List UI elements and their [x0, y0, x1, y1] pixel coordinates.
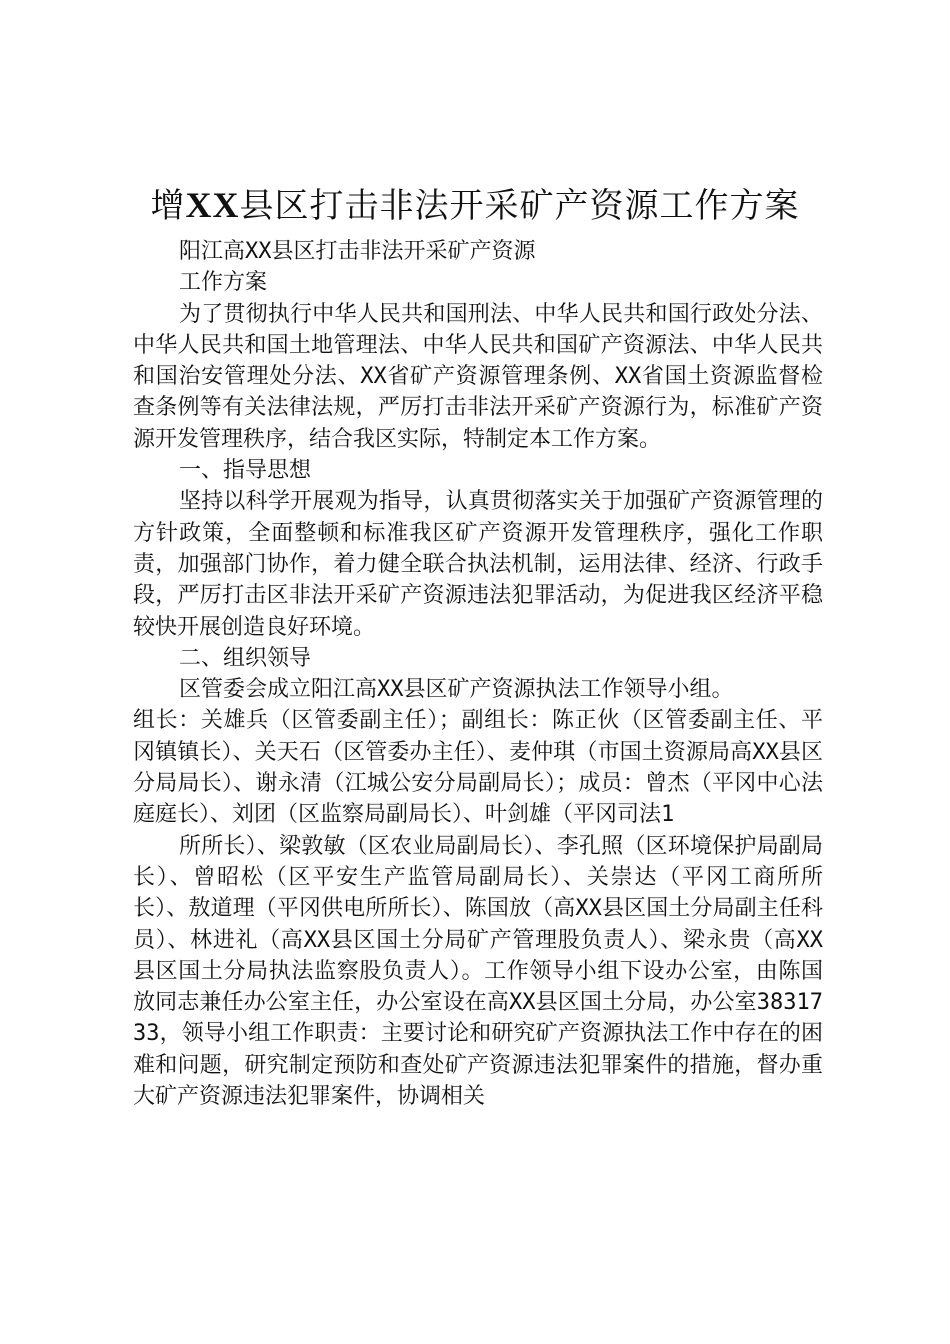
- document-body: [133, 236, 823, 1112]
- title-rest: 县区打击非法开采矿产资源工作方案: [239, 186, 800, 226]
- paragraph-guiding-ideology: 坚持以科学开展观为指导，认真贯彻落实关于加强矿产资源管理的方针政策，全面整顿和标准我区矿产资源开发管理秩序，强化工作职责，加强部门协作，着力健全联合执法机制，运用法律、经济、行政手段，严厉打击区非法开采矿产资源违法犯罪活动，为促进我区经济平稳较快开展创造良好环境。: [133, 489, 823, 640]
- paragraph-group-members: 组长：关雄兵（区管委副主任）；副组长：陈正伙（区管委副主任、平冈镇镇长）、关天石（区管委办主任）、麦仲琪（市国土资源局高XX县区分局局长）、谢永清（江城公安分局副局长）；成员：曾杰（平冈中心法庭庭长）、刘团（区监察局副局长）、叶剑雄（平冈司法1: [133, 708, 823, 828]
- heading-organization: 二、组织领导: [179, 645, 312, 671]
- paragraph-preamble: 为了贯彻执行中华人民共和国刑法、中华人民共和国行政处分法、中华人民共和国土地管理法、中华人民共和国矿产资源法、中华人民共和国治安管理处分法、XX省矿产资源管理条例、XX省国土资源监督检查条例等有关法律法规，严厉打击非法开采矿产资源行为，标准矿产资源开发管理秩序，结合我区实际，特制定本工作方案。: [133, 301, 823, 452]
- heading-guiding-ideology: 一、指导思想: [179, 458, 312, 484]
- title-latin: XX: [185, 185, 240, 225]
- paragraph-leading-group: 区管委会成立阳江高XX县区矿产资源执法工作领导小组。: [179, 677, 734, 703]
- document-title: [0, 180, 950, 231]
- paragraph-subtitle-line-1: 阳江高XX县区打击非法开采矿产资源: [179, 239, 536, 264]
- title-prefix: 增: [150, 186, 186, 226]
- paragraph-group-members-continued: 所所长）、梁敦敏（区农业局副局长）、李孔照（区环境保护局副局长）、曾昭松（区平安生产监管局副局长）、关崇达（平冈工商所所长）、敖道理（平冈供电所所长）、陈国放（高XX县区国土分局副主任科员）、林进礼（高XX县区国土分局矿产管理股负责人）、梁永贵（高XX县区国土分局执法监察股负责人）。工作领导小组下设办公室，由陈国放同志兼任办公室主任，办公室设在高XX县区国土分局，办公室3831733，领导小组工作职责：主要讨论和研究矿产资源执法工作中存在的困难和问题，研究制定预防和查处矿产资源违法犯罪案件的措施，督办重大矿产资源违法犯罪案件，协调相关: [133, 833, 823, 1110]
- paragraph-subtitle-line-2: 工作方案: [179, 270, 268, 296]
